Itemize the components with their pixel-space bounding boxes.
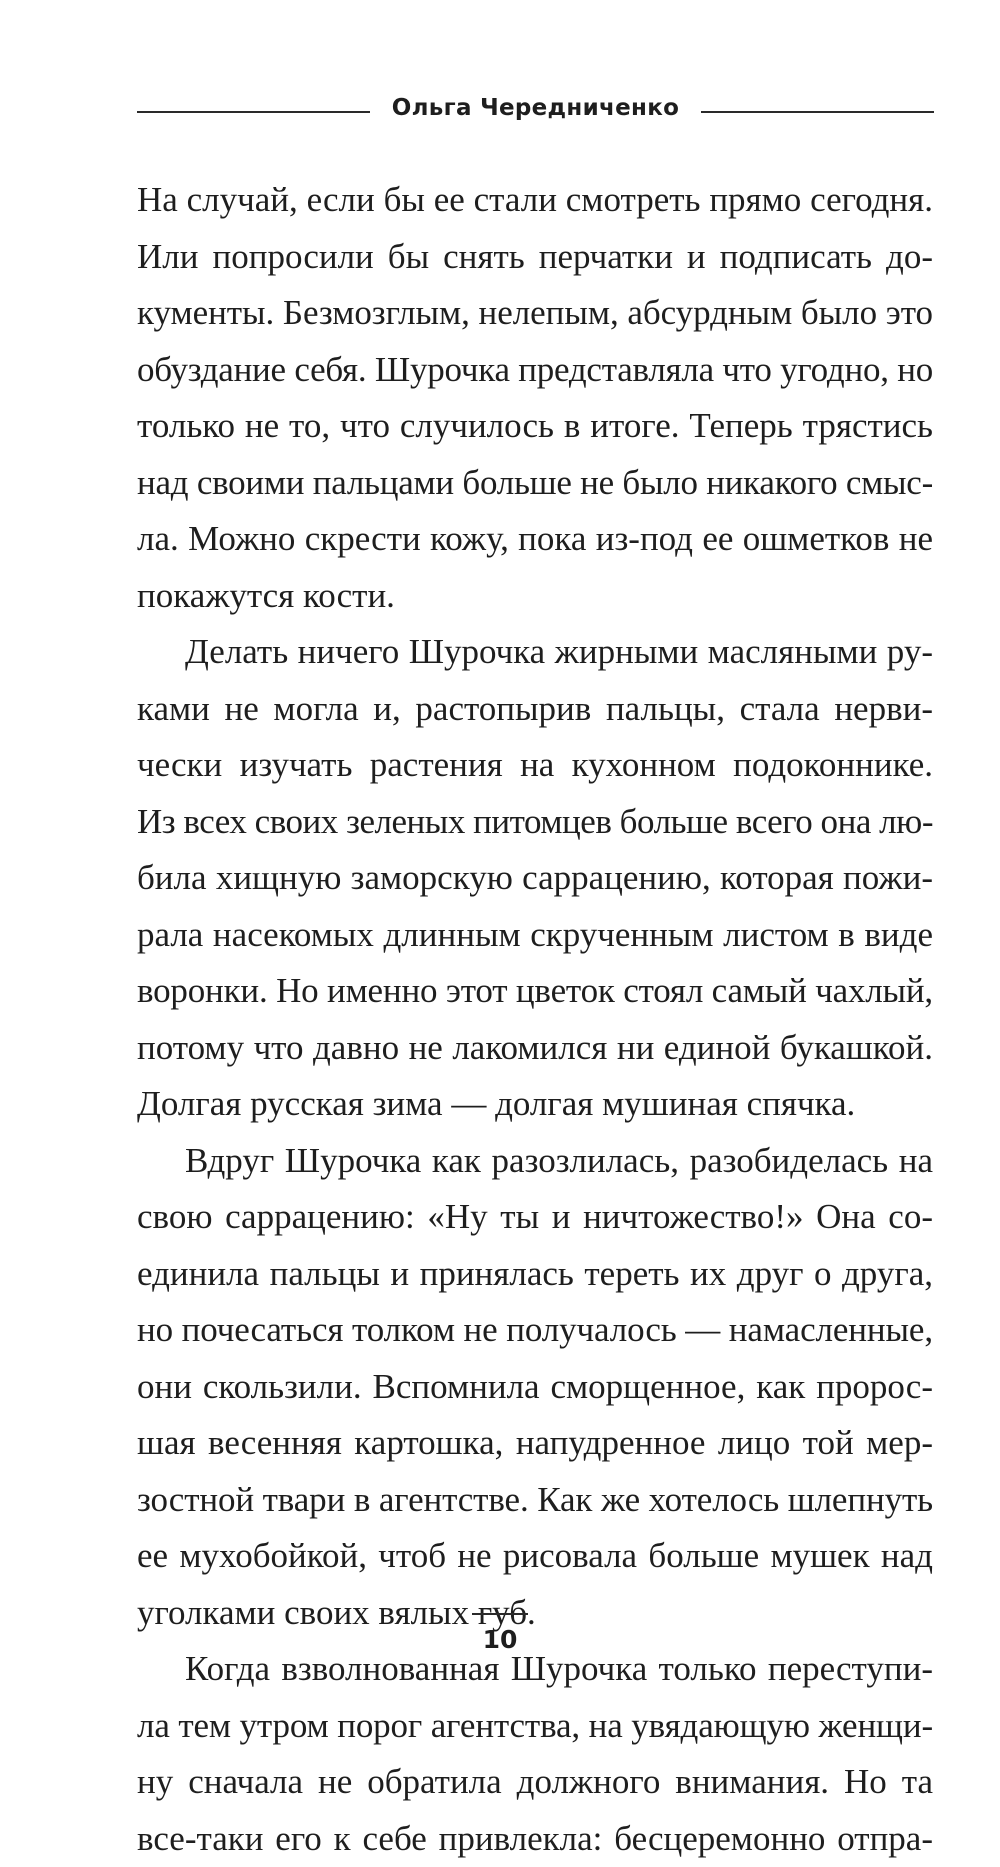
page-number: 10 — [483, 1625, 518, 1654]
text-line: Долгая русская зима — долгая мушиная спячка. — [137, 1076, 933, 1133]
header-rule-left — [137, 111, 370, 113]
text-line: все-таки его к себе привлекла: бесцеремонно отпра- — [137, 1811, 933, 1867]
header-rule-right — [701, 111, 934, 113]
text-line: уголками своих вялых губ. — [137, 1585, 933, 1642]
text-line: ла. Можно скрести кожу, пока из-под ее ошметков не — [137, 511, 933, 568]
text-line: единила пальцы и принялась тереть их друг о друга, — [137, 1246, 933, 1303]
text-line: они скользили. Вспомнила сморщенное, как пророс- — [137, 1359, 933, 1416]
text-line: воронки. Но именно этот цветок стоял самый чахлый, — [137, 963, 933, 1020]
text-line: ее мухобойкой, чтоб не рисовала больше мушек над — [137, 1528, 933, 1585]
text-line: Когда взволнованная Шурочка только переступи- — [137, 1641, 933, 1698]
text-line: но почесаться толком не получалось — намасленные, — [137, 1302, 933, 1359]
text-line: рала насекомых длинным скрученным листом в виде — [137, 907, 933, 964]
text-line: только не то, что случилось в итоге. Теперь трястись — [137, 398, 933, 455]
text-line: Вдруг Шурочка как разозлилась, разобиделась на — [137, 1133, 933, 1190]
text-line: чески изучать растения на кухонном подоконнике. — [137, 737, 933, 794]
text-line: На случай, если бы ее стали смотреть прямо сегодня. — [137, 172, 933, 229]
text-line: ками не могла и, растопырив пальцы, стала нерви- — [137, 681, 933, 738]
text-line: зостной твари в агентстве. Как же хотелось шлепнуть — [137, 1472, 933, 1529]
text-line: потому что давно не лакомился ни единой букашкой. — [137, 1020, 933, 1077]
text-line: била хищную заморскую саррацению, которая пожи- — [137, 850, 933, 907]
text-line: кументы. Безмозглым, нелепым, абсурдным было это — [137, 285, 933, 342]
text-line: покажутся кости. — [137, 568, 933, 625]
text-line: Или попросили бы снять перчатки и подписать до- — [137, 229, 933, 286]
text-line: над своими пальцами больше не было никакого смыс- — [137, 455, 933, 512]
text-line: ну сначала не обратила должного внимания. Но та — [137, 1754, 933, 1811]
text-line: ла тем утром порог агентства, на увядающую женщи- — [137, 1698, 933, 1755]
text-line: шая весенняя картошка, напудренное лицо той мер- — [137, 1415, 933, 1472]
text-line: обуздание себя. Шурочка представляла что угодно, но — [137, 342, 933, 399]
page-number-rule — [472, 1613, 528, 1615]
header-author-name: Ольга Чередниченко — [370, 95, 701, 121]
running-header — [137, 88, 934, 128]
page-footer — [460, 1613, 540, 1654]
text-line: свою саррацению: «Ну ты и ничтожество!» Она со- — [137, 1189, 933, 1246]
text-line: Делать ничего Шурочка жирными масляными ру- — [137, 624, 933, 681]
text-line: Из всех своих зеленых питомцев больше всего она лю- — [137, 794, 933, 851]
